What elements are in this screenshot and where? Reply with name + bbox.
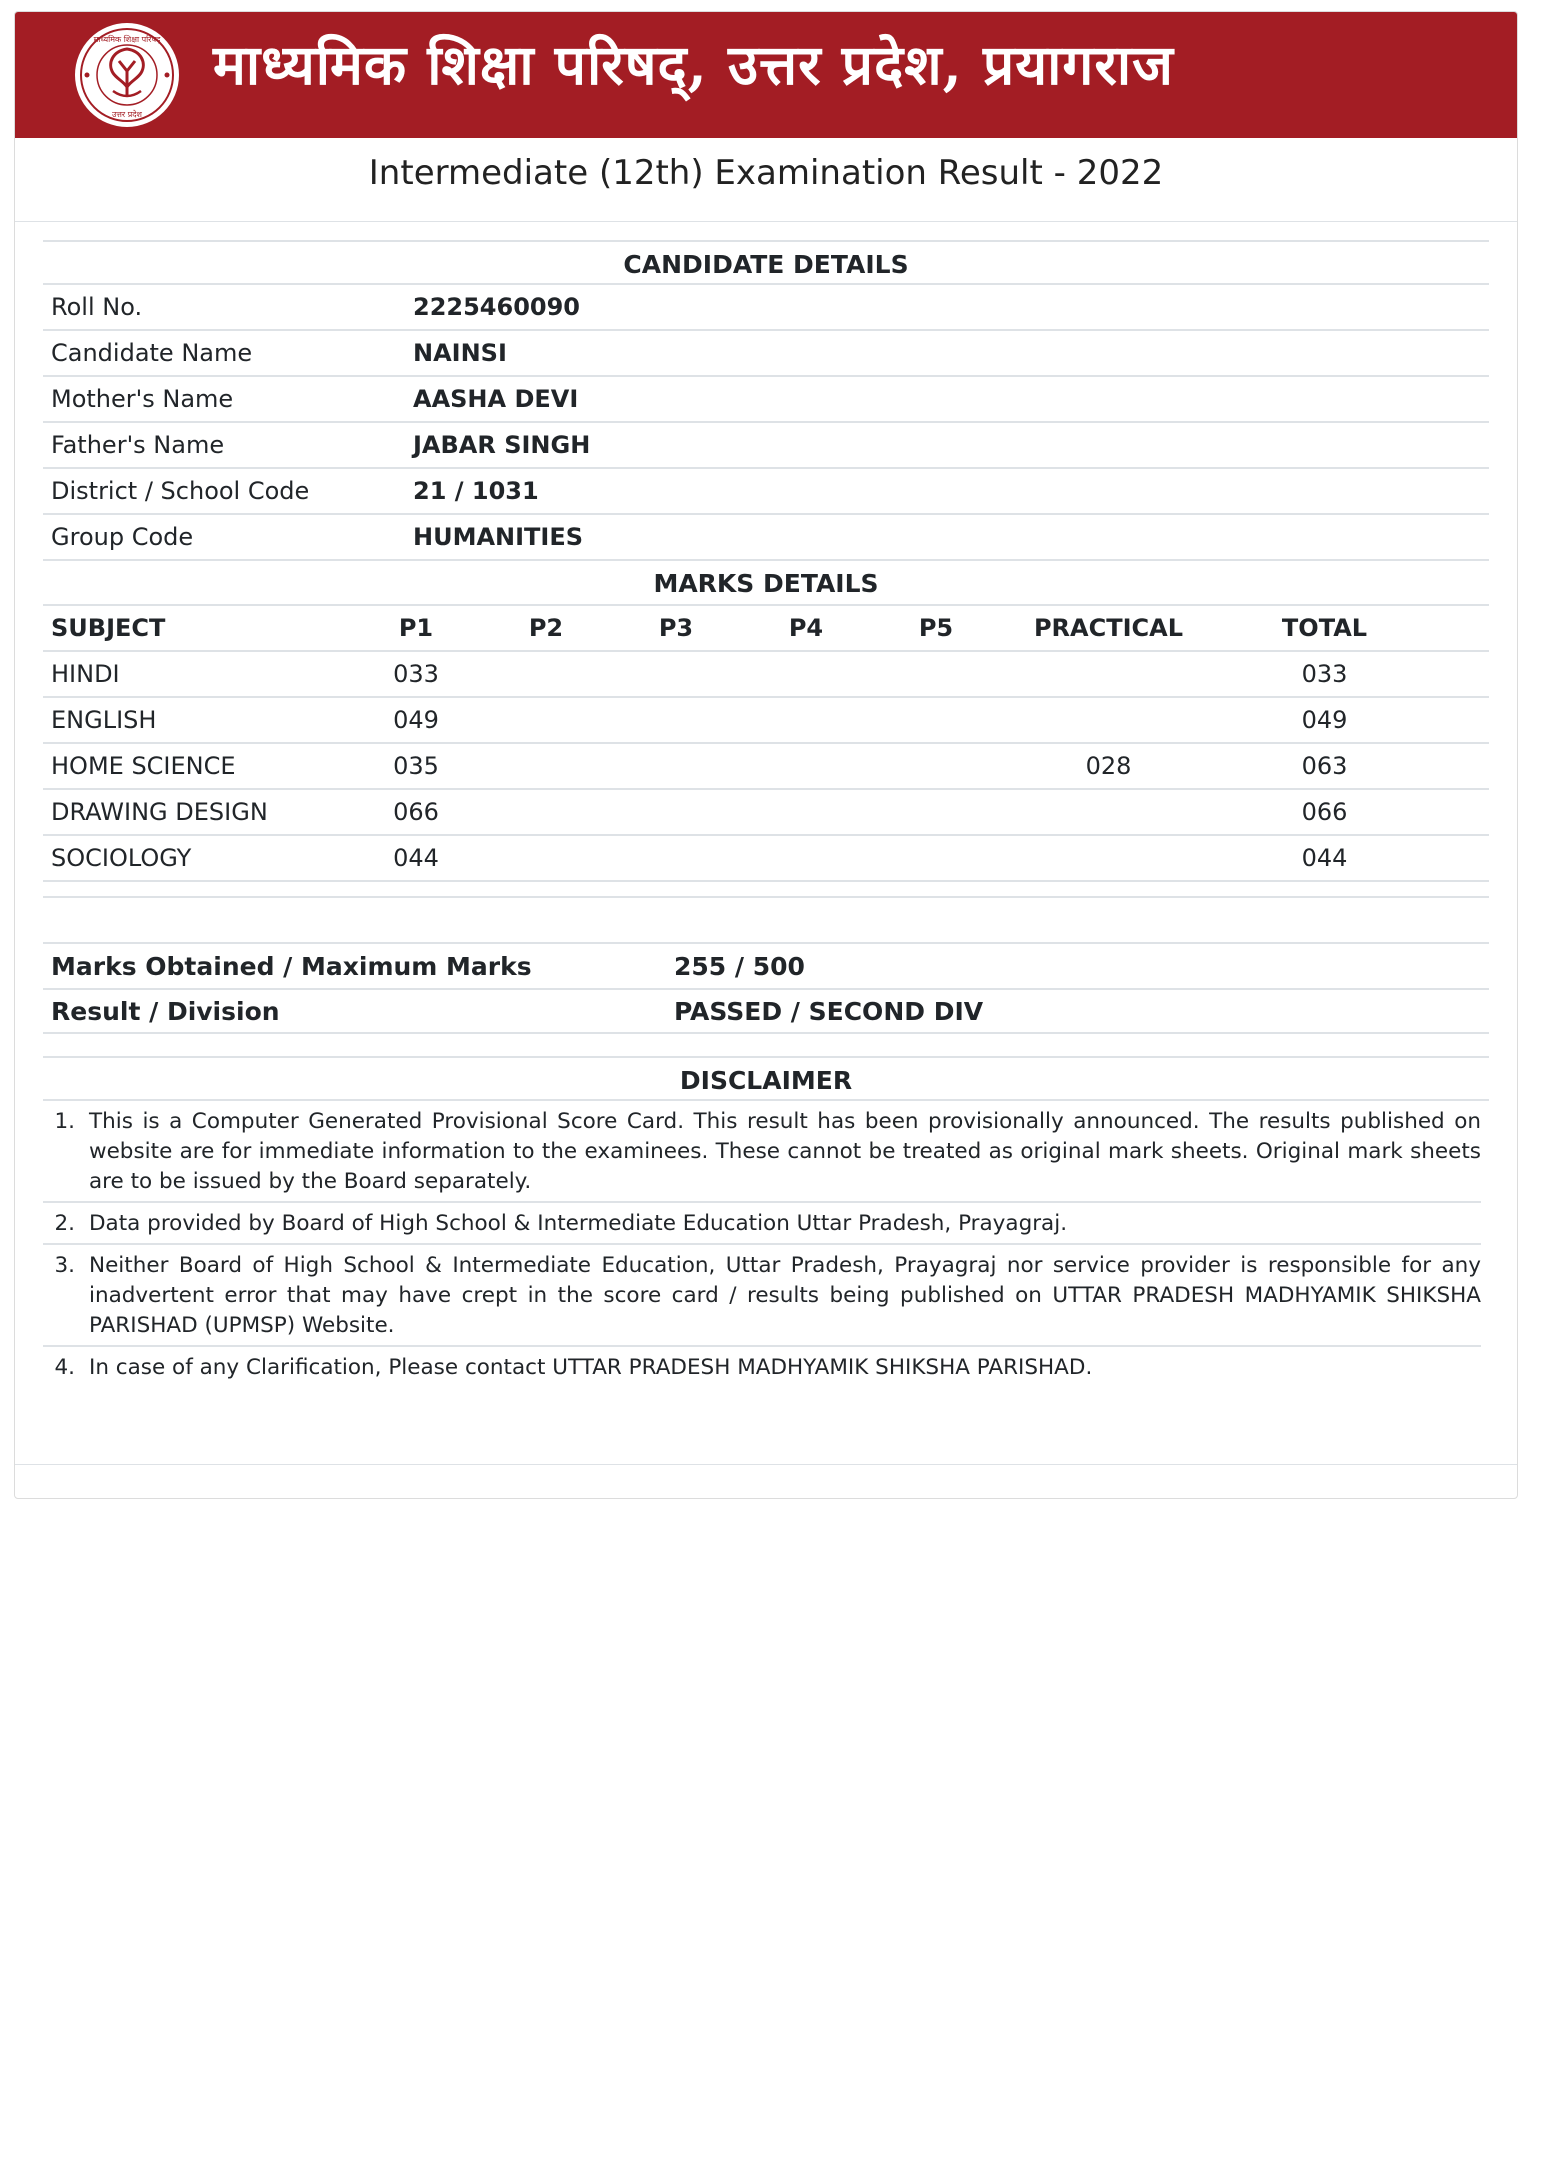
marks-cell-p1: 066 bbox=[393, 798, 439, 826]
candidate-field-label: Father's Name bbox=[51, 431, 225, 459]
candidate-row bbox=[43, 423, 1489, 469]
exam-title: Intermediate (12th) Examination Result - 2022 bbox=[15, 138, 1517, 222]
candidate-row bbox=[43, 285, 1489, 331]
candidate-field-label: District / School Code bbox=[51, 477, 310, 505]
header-banner bbox=[15, 12, 1517, 138]
upmsp-logo bbox=[73, 21, 181, 129]
disclaimer-item-number: 1. bbox=[54, 1109, 75, 1134]
marks-column-header: SUBJECT bbox=[51, 614, 166, 642]
marks-column-header: PRACTICAL bbox=[1033, 614, 1184, 642]
disclaimer-item bbox=[43, 1101, 1481, 1203]
marks-column-header: P2 bbox=[528, 614, 564, 642]
marks-cell-subject: DRAWING DESIGN bbox=[51, 798, 268, 826]
marks-cell-subject: ENGLISH bbox=[51, 706, 157, 734]
marks-table bbox=[43, 652, 1489, 882]
logo-top-text: माध्यमिक शिक्षा परिषद् bbox=[93, 35, 161, 44]
disclaimer-item bbox=[43, 1347, 1481, 1387]
candidate-field-value: 2225460090 bbox=[413, 293, 580, 321]
disclaimer-item-text: Data provided by Board of High School & Intermediate Education Uttar Pradesh, Prayagraj. bbox=[89, 1211, 1068, 1236]
marks-cell-subject: HINDI bbox=[51, 660, 120, 688]
disclaimer-heading: DISCLAIMER bbox=[43, 1056, 1489, 1101]
card-footer bbox=[15, 1464, 1517, 1465]
logo-bottom-text: उत्तर प्रदेश bbox=[112, 110, 142, 119]
board-name-title: माध्यमिक शिक्षा परिषद्, उत्तर प्रदेश, प्रयागराज bbox=[213, 32, 1174, 97]
result-card bbox=[14, 11, 1518, 1499]
disclaimer-item-number: 3. bbox=[54, 1253, 75, 1278]
candidate-field-label: Roll No. bbox=[51, 293, 143, 321]
result-content bbox=[43, 240, 1489, 1387]
marks-cell-total: 049 bbox=[1301, 706, 1348, 734]
disclaimer-item-text: In case of any Clarification, Please contact UTTAR PRADESH MADHYAMIK SHIKSHA PARISHAD. bbox=[89, 1355, 1093, 1380]
marks-cell-p1: 044 bbox=[393, 844, 439, 872]
marks-cell-p1: 035 bbox=[393, 752, 439, 780]
marks-details-heading: MARKS DETAILS bbox=[43, 561, 1489, 606]
marks-row bbox=[43, 744, 1489, 790]
marks-cell-total: 063 bbox=[1301, 752, 1348, 780]
marks-cell-total: 044 bbox=[1301, 844, 1348, 872]
disclaimer-item bbox=[43, 1203, 1481, 1245]
candidate-field-value: 21 / 1031 bbox=[413, 477, 539, 505]
candidate-row bbox=[43, 377, 1489, 423]
marks-cell-p1: 033 bbox=[393, 660, 439, 688]
marks-cell-total: 033 bbox=[1301, 660, 1348, 688]
candidate-field-label: Mother's Name bbox=[51, 385, 234, 413]
candidate-field-label: Candidate Name bbox=[51, 339, 253, 367]
result-division-label: Result / Division bbox=[51, 996, 280, 1026]
disclaimer-item-number: 2. bbox=[54, 1211, 75, 1236]
marks-row bbox=[43, 652, 1489, 698]
marks-summary-row bbox=[43, 942, 1489, 988]
marks-cell-subject: HOME SCIENCE bbox=[51, 752, 236, 780]
candidate-field-value: AASHA DEVI bbox=[413, 385, 579, 413]
result-division-row bbox=[43, 988, 1489, 1034]
result-division-value: PASSED / SECOND DIV bbox=[674, 996, 984, 1026]
marks-obtained-value: 255 / 500 bbox=[674, 951, 805, 981]
marks-row bbox=[43, 698, 1489, 744]
marks-cell-practical: 028 bbox=[1085, 752, 1132, 780]
marks-column-header: P1 bbox=[398, 614, 434, 642]
candidate-details-table bbox=[43, 285, 1489, 561]
disclaimer-item bbox=[43, 1245, 1481, 1347]
marks-column-header: P4 bbox=[788, 614, 824, 642]
marks-cell-p1: 049 bbox=[393, 706, 439, 734]
disclaimer-item-number: 4. bbox=[54, 1355, 75, 1380]
candidate-row bbox=[43, 515, 1489, 561]
table-divider bbox=[43, 882, 1489, 898]
marks-row bbox=[43, 790, 1489, 836]
marks-column-header: P5 bbox=[918, 614, 954, 642]
candidate-field-value: JABAR SINGH bbox=[413, 431, 591, 459]
marks-obtained-label: Marks Obtained / Maximum Marks bbox=[51, 951, 532, 981]
candidate-field-label: Group Code bbox=[51, 523, 194, 551]
candidate-field-value: HUMANITIES bbox=[413, 523, 584, 551]
candidate-details-heading: CANDIDATE DETAILS bbox=[43, 240, 1489, 285]
disclaimer-item-text: This is a Computer Generated Provisional Score Card. This result has been provisionally announced. The results published on website are for immediate information to the examinees. These cannot be treated as original mark sheets. Original mark sheets are to be issued by the Board separately. bbox=[89, 1109, 1481, 1194]
candidate-row bbox=[43, 331, 1489, 377]
disclaimer-list bbox=[43, 1101, 1489, 1387]
marks-cell-total: 066 bbox=[1301, 798, 1348, 826]
marks-row bbox=[43, 836, 1489, 882]
marks-column-header: P3 bbox=[658, 614, 694, 642]
marks-cell-subject: SOCIOLOGY bbox=[51, 844, 192, 872]
candidate-field-value: NAINSI bbox=[413, 339, 507, 367]
marks-column-header: TOTAL bbox=[1281, 614, 1368, 642]
disclaimer-item-text: Neither Board of High School & Intermediate Education, Uttar Pradesh, Prayagraj nor service provider is responsible for any inadvertent error that may have crept in the score card / results being published on UTTAR PRADESH MADHYAMIK SHIKSHA PARISHAD (UPMSP) Website. bbox=[89, 1253, 1481, 1338]
candidate-row bbox=[43, 469, 1489, 515]
marks-header-row bbox=[43, 606, 1489, 652]
